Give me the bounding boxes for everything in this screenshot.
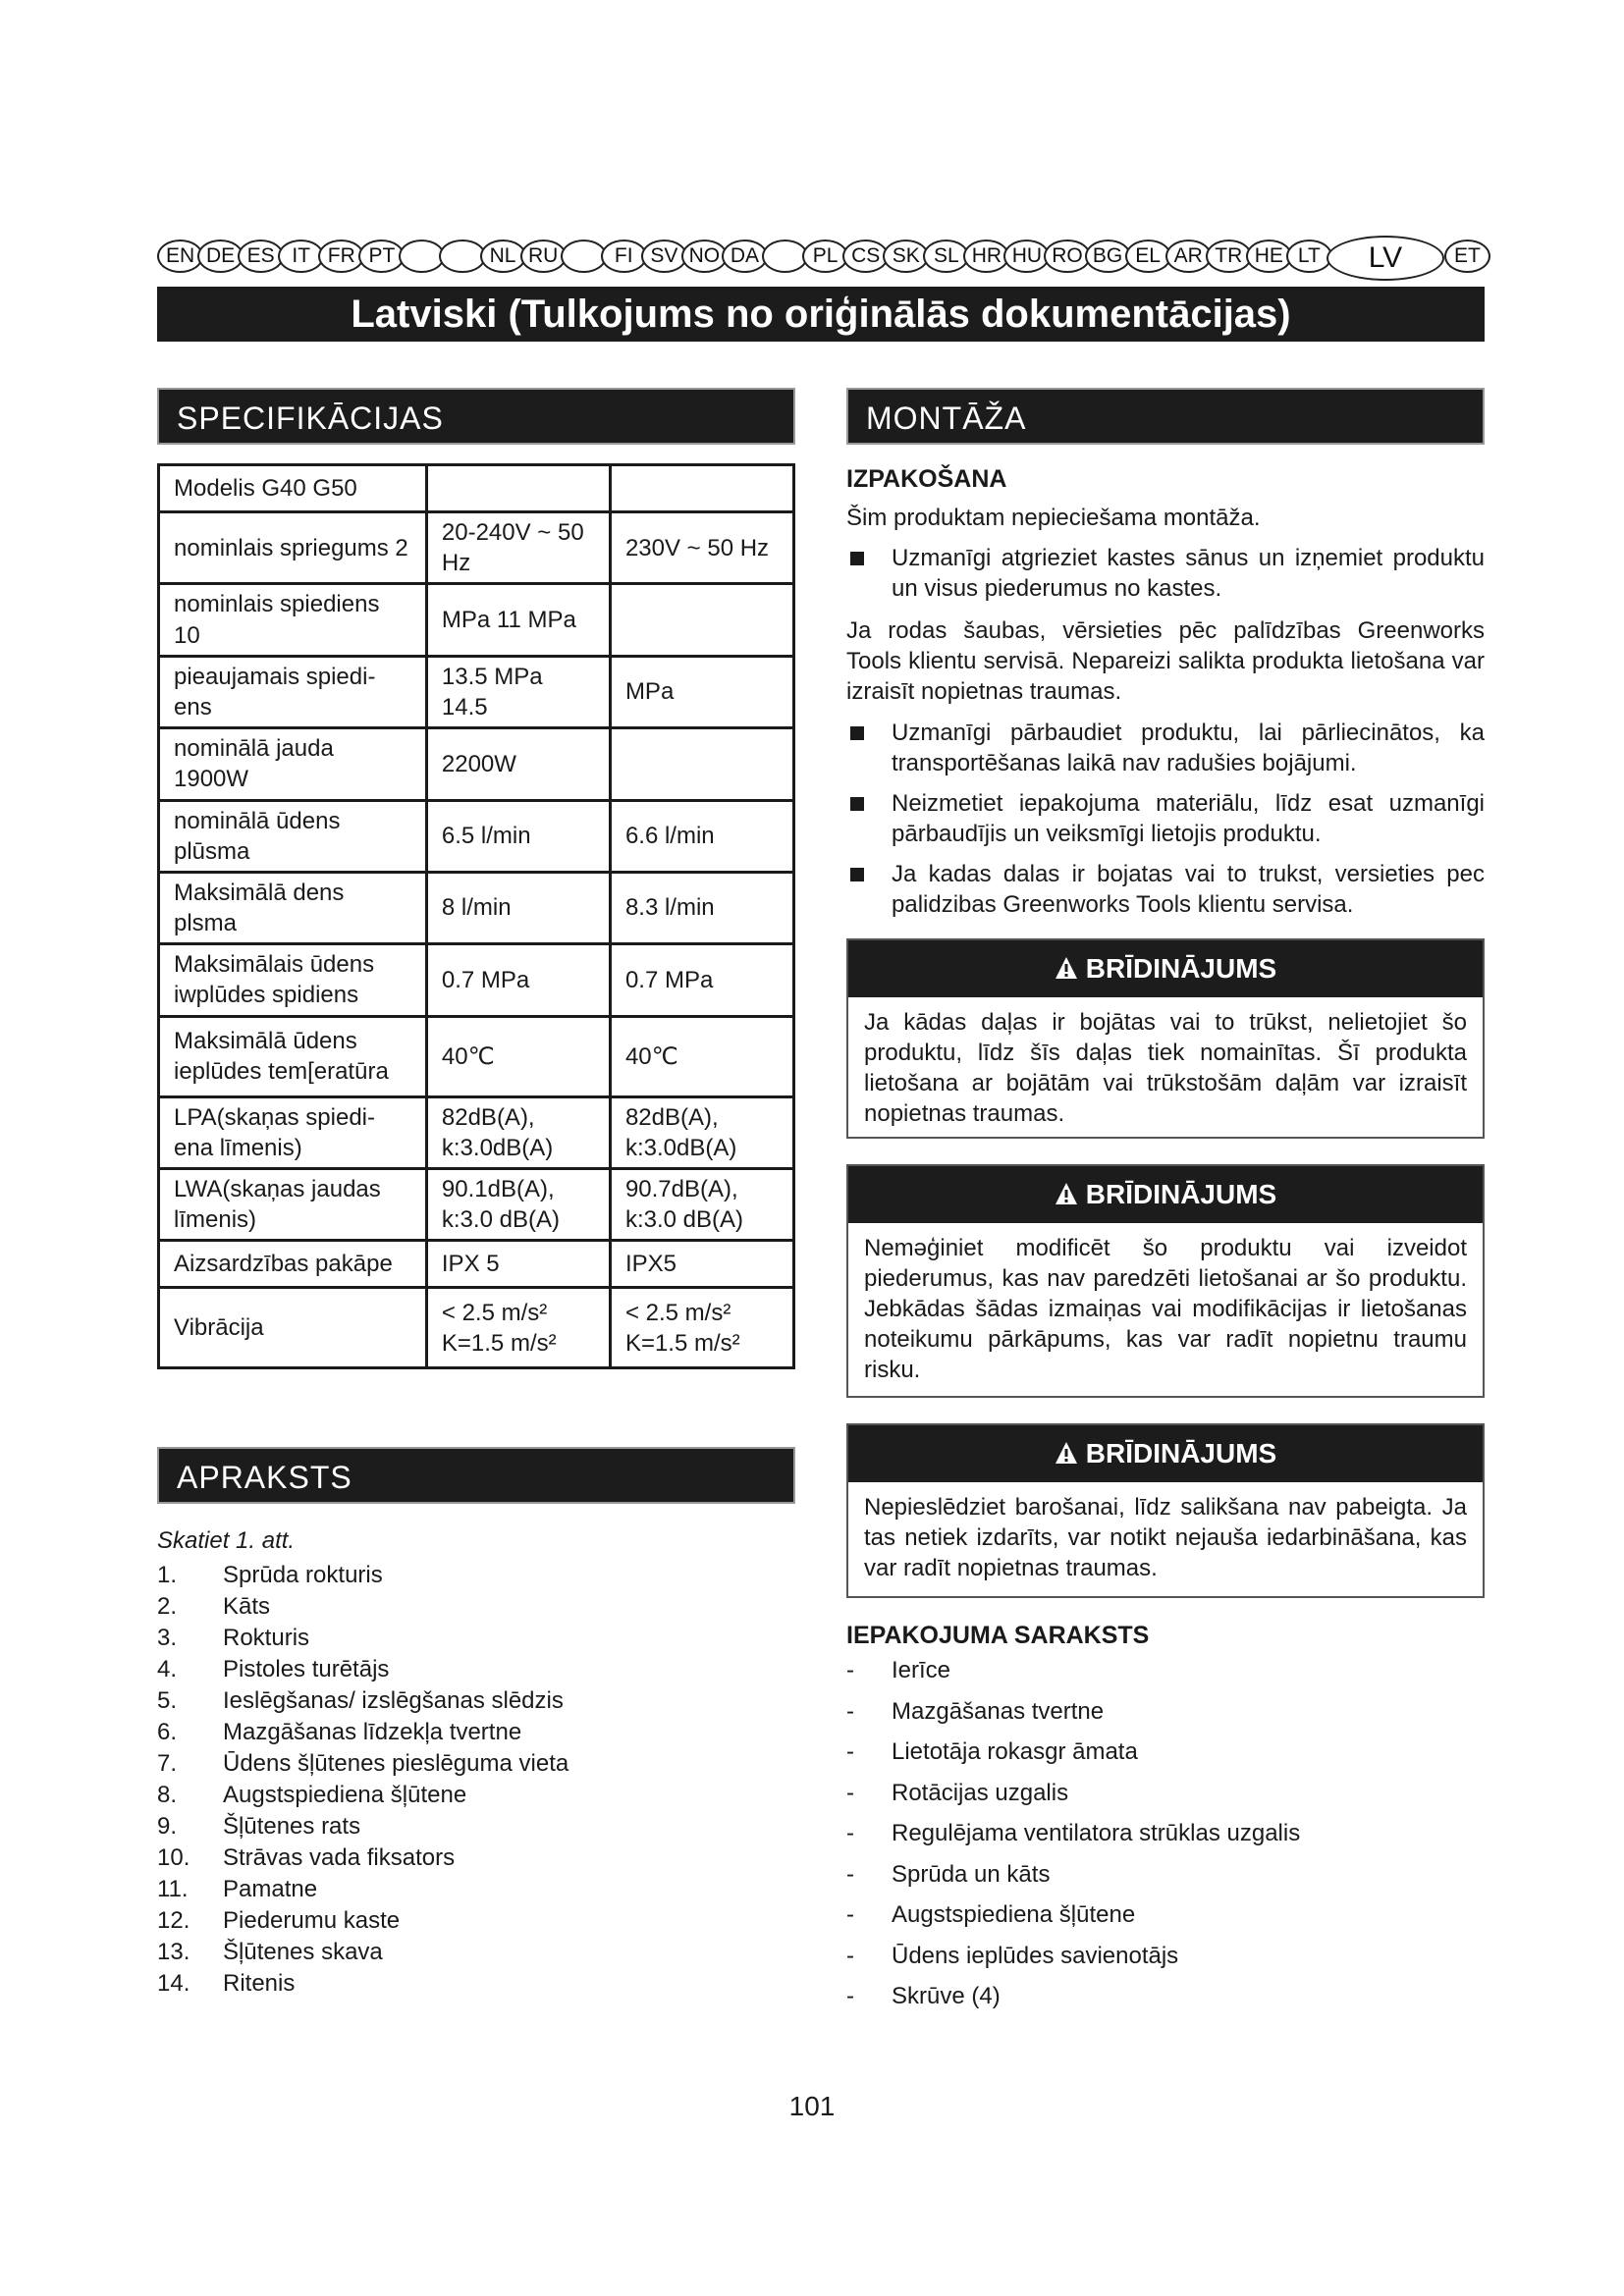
warning-triangle-icon: [1055, 956, 1078, 980]
spec-cell: Vibrācija: [159, 1288, 427, 1368]
language-tab-blank: [762, 240, 808, 273]
list-item-number: 6.: [157, 1719, 178, 1745]
bullet-square-icon: [850, 726, 864, 740]
list-item-number: 9.: [157, 1813, 178, 1840]
list-item-text: Pistoles turētājs: [223, 1656, 390, 1682]
spec-row: [159, 800, 794, 872]
list-item: [157, 1937, 795, 1968]
spec-cell: [610, 465, 793, 512]
packing-item: [846, 1820, 1485, 1861]
bullet-square-icon: [850, 797, 864, 811]
spec-cell: Maksimālā dens plsma: [159, 872, 427, 943]
spec-cell: Modelis G40 G50: [159, 465, 427, 512]
language-tab-tr: TR: [1206, 240, 1252, 273]
spec-cell: 40℃: [426, 1016, 610, 1096]
bullet-square-icon: [850, 552, 864, 565]
list-dash: -: [846, 1657, 854, 1683]
list-item-text: Ūdens šļūtenes pieslēguma vieta: [223, 1750, 569, 1777]
bullet-text: Uzmanīgi pārbaudiet produktu, lai pārliecinātos, ka transportēšanas laikā nav radušies bojājumi.: [892, 720, 1485, 776]
list-item-number: 8.: [157, 1782, 178, 1808]
language-tab-pt: PT: [358, 240, 405, 273]
missing-parts-bullet: [846, 859, 1485, 920]
list-item: [157, 1780, 795, 1811]
packing-item-text: Augstspiediena šļūtene: [892, 1901, 1136, 1928]
language-tab-el: EL: [1125, 240, 1171, 273]
spec-cell: nominlais spiediens 10: [159, 584, 427, 656]
packing-item: [846, 1901, 1485, 1943]
packing-item: [846, 1738, 1485, 1780]
packing-item-text: Regulējama ventilatora strūklas uzgalis: [892, 1820, 1301, 1846]
packing-item: [846, 1780, 1485, 1821]
list-item-text: Šļūtenes rats: [223, 1813, 361, 1840]
figure-reference: Skatiet 1. att.: [157, 1527, 296, 1554]
language-tab-bg: BG: [1085, 240, 1131, 273]
packaging-bullet: [846, 788, 1485, 849]
warning-header: [848, 1425, 1483, 1482]
spec-cell: 20-240V ~ 50 Hz: [426, 512, 610, 584]
list-item-number: 4.: [157, 1656, 178, 1682]
spec-cell: [610, 584, 793, 656]
language-tab-cs: CS: [842, 240, 889, 273]
list-item: [157, 1685, 795, 1717]
spec-cell: 82dB(A), k:3.0dB(A): [610, 1096, 793, 1168]
inspection-bullet: [846, 718, 1485, 778]
list-item-text: Mazgāšanas līdzekļa tvertne: [223, 1719, 522, 1745]
spec-cell: 0.7 MPa: [610, 944, 793, 1016]
language-tab-es: ES: [238, 240, 284, 273]
spec-cell: 6.6 l/min: [610, 800, 793, 872]
spec-cell: 13.5 MPa 14.5: [426, 656, 610, 727]
bullet-text: Ja kadas dalas ir bojatas vai to trukst, versieties pec palidzibas Greenworks Tools klientu servisa.: [892, 861, 1485, 918]
language-tab-blank: [561, 240, 607, 273]
spec-row: [159, 656, 794, 727]
list-item-number: 3.: [157, 1625, 178, 1651]
warning-title: BRĪDINĀJUMS: [1085, 1179, 1277, 1209]
warning-header: [848, 940, 1483, 997]
list-item-text: Šļūtenes skava: [223, 1939, 383, 1965]
packing-item: [846, 1861, 1485, 1902]
spec-cell: 90.1dB(A), k:3.0 dB(A): [426, 1169, 610, 1241]
spec-cell: 6.5 l/min: [426, 800, 610, 872]
packing-item-text: Rotācijas uzgalis: [892, 1779, 1069, 1806]
list-item: [157, 1591, 795, 1623]
spec-cell: 2200W: [426, 728, 610, 800]
warning-box: [846, 1423, 1485, 1598]
language-tab-blank: [399, 240, 445, 273]
spec-cell: 8 l/min: [426, 872, 610, 943]
list-item-text: Piederumu kaste: [223, 1907, 401, 1934]
list-item-text: Sprūda rokturis: [223, 1562, 383, 1588]
spec-cell: Aizsardzības pakāpe: [159, 1241, 427, 1288]
language-tab-ru: RU: [520, 240, 567, 273]
bullet-text: Uzmanīgi atgrieziet kastes sānus un izņemiet produktu un visus piederumus no kastes.: [892, 545, 1485, 602]
language-tab-lt: LT: [1286, 240, 1332, 273]
language-tab-da: DA: [722, 240, 768, 273]
spec-cell: [426, 465, 610, 512]
warning-header: [848, 1166, 1483, 1223]
assembly-intro: Šim produktam nepieciešama montāža.: [846, 505, 1261, 531]
language-tab-ar: AR: [1165, 240, 1212, 273]
spec-cell: [610, 728, 793, 800]
list-dash: -: [846, 1860, 854, 1888]
list-item: [157, 1811, 795, 1842]
language-tab-de: DE: [197, 240, 244, 273]
parts-list: [157, 1560, 795, 2000]
list-item-number: 11.: [157, 1876, 189, 1902]
list-item-number: 12.: [157, 1907, 190, 1934]
list-item: [157, 1842, 795, 1874]
spec-cell: nominālā ūdens plūsma: [159, 800, 427, 872]
spec-cell: Maksimālais ūdens iwplūdes spidiens: [159, 944, 427, 1016]
language-tab-hr: HR: [963, 240, 1009, 273]
language-tab-lv: LV: [1326, 236, 1444, 281]
warning-text: Nepieslēdziet barošanai, līdz salikšana nav pabeigta. Ja tas netiek izdarīts, var notikt nejauša iedarbināšana, kas var radīt nopietnas traumas.: [864, 1494, 1467, 1581]
unpacking-bullet: [846, 543, 1485, 604]
language-tab-it: IT: [278, 240, 324, 273]
spec-row: [159, 1016, 794, 1096]
spec-cell: 230V ~ 50 Hz: [610, 512, 793, 584]
spec-row: [159, 1241, 794, 1288]
spec-row: [159, 1288, 794, 1368]
packing-item-text: Mazgāšanas tvertne: [892, 1697, 1105, 1725]
bullet-text: Neizmetiet iepakojuma materiālu, līdz esat uzmanīgi pārbaudījis un veiksmīgi lietojis produktu.: [892, 790, 1485, 847]
list-item-text: Kāts: [223, 1593, 271, 1620]
list-item-number: 2.: [157, 1593, 178, 1620]
list-item-text: Strāvas vada fiksators: [223, 1844, 456, 1871]
list-dash: -: [846, 1901, 854, 1928]
spec-cell: 40℃: [610, 1016, 793, 1096]
language-tab-no: NO: [681, 240, 728, 273]
list-dash: -: [846, 1820, 854, 1846]
warning-box: [846, 938, 1485, 1139]
language-tab-nl: NL: [480, 240, 526, 273]
packing-item: [846, 1657, 1485, 1698]
list-item-number: 1.: [157, 1562, 178, 1588]
list-item-text: Rokturis: [223, 1625, 310, 1651]
spec-row: [159, 944, 794, 1016]
spec-row: [159, 728, 794, 800]
spec-cell: 0.7 MPa: [426, 944, 610, 1016]
bullet-square-icon: [850, 868, 864, 881]
list-item: [157, 1905, 795, 1937]
packing-item: [846, 1983, 1485, 2024]
list-item-text: Ieslēgšanas/ izslēgšanas slēdzis: [223, 1687, 564, 1714]
language-tab-et: ET: [1444, 240, 1490, 273]
list-item: [157, 1560, 795, 1591]
doubt-paragraph: Ja rodas šaubas, vērsieties pēc palīdzības Greenworks Tools klientu servisā. Nepareizi salikta produkta lietošana var izraisīt nopietnas traumas.: [846, 617, 1485, 705]
packing-item: [846, 1943, 1485, 1984]
warning-title: BRĪDINĀJUMS: [1085, 953, 1277, 984]
spec-cell: 90.7dB(A), k:3.0 dB(A): [610, 1169, 793, 1241]
language-tab-hu: HU: [1003, 240, 1050, 273]
list-item-text: Ritenis: [223, 1970, 296, 1997]
list-item-number: 13.: [157, 1939, 190, 1965]
warning-triangle-icon: [1055, 1441, 1078, 1465]
assembly-heading: MONTĀŽA: [846, 388, 1485, 445]
spec-row: [159, 1169, 794, 1241]
list-dash: -: [846, 1779, 854, 1806]
warning-text: Ja kādas daļas ir bojātas vai to trūkst, nelietojiet šo produktu, līdz šīs daļas tiek nomainītas. Šī produkta lietošana ar bojātām vai trūkstošām daļām var izraisīt nopietnas traumas.: [864, 1009, 1467, 1127]
spec-cell: 8.3 l/min: [610, 872, 793, 943]
spec-cell: MPa: [610, 656, 793, 727]
spec-cell: Maksimālā ūdens ieplūdes tem[eratūra: [159, 1016, 427, 1096]
unpacking-heading: IZPAKOŠANA: [846, 465, 1007, 493]
list-item-text: Augstspiediena šļūtene: [223, 1782, 467, 1808]
packing-item-text: Lietotāja rokasgr āmata: [892, 1738, 1138, 1765]
spec-cell: nominālā jauda 1900W: [159, 728, 427, 800]
language-tab-sk: SK: [883, 240, 929, 273]
packing-item-text: Ūdens ieplūdes savienotājs: [892, 1942, 1179, 1969]
language-tab-sl: SL: [923, 240, 969, 273]
spec-row: [159, 465, 794, 512]
list-item-number: 7.: [157, 1750, 178, 1777]
list-dash: -: [846, 1942, 854, 1969]
language-tab-strip: [157, 236, 1485, 283]
list-item: [157, 1968, 795, 2000]
list-item: [157, 1748, 795, 1780]
language-tab-he: HE: [1246, 240, 1292, 273]
spec-cell: nominlais spriegums 2: [159, 512, 427, 584]
list-item: [157, 1623, 795, 1654]
list-dash: -: [846, 1738, 854, 1765]
spec-cell: MPa 11 MPa: [426, 584, 610, 656]
language-tab-blank: [439, 240, 485, 273]
description-heading: APRAKSTS: [157, 1447, 795, 1504]
warning-triangle-icon: [1055, 1182, 1078, 1205]
list-item-text: Pamatne: [223, 1876, 318, 1902]
page-number: 101: [788, 2091, 836, 2121]
list-dash: -: [846, 1983, 854, 2009]
list-item-number: 14.: [157, 1970, 190, 1997]
language-tab-fi: FI: [601, 240, 647, 273]
list-dash: -: [846, 1697, 854, 1725]
spec-cell: 82dB(A), k:3.0dB(A): [426, 1096, 610, 1168]
page-title: Latviski (Tulkojums no oriģinālās dokumentācijas): [157, 287, 1485, 342]
packing-item: [846, 1698, 1485, 1739]
list-item-number: 5.: [157, 1687, 178, 1714]
specifications-heading: SPECIFIKĀCIJAS: [157, 388, 795, 445]
packing-item-text: Skrūve (4): [892, 1983, 1001, 2009]
warning-box: [846, 1164, 1485, 1398]
language-tab-pl: PL: [802, 240, 848, 273]
spec-row: [159, 1096, 794, 1168]
packing-list: [846, 1657, 1485, 2024]
spec-row: [159, 512, 794, 584]
warning-text: Neməģiniet modificēt šo produktu vai izveidot piederumus, kas nav paredzēti lietošanai ar šo produktu. Jebkādas šādas izmaiņas vai modifikācijas ir lietošanas noteikumu pārkāpums, kas var radīt nopietnu traumu risku.: [864, 1235, 1467, 1383]
spec-cell: < 2.5 m/s² K=1.5 m/s²: [610, 1288, 793, 1368]
spec-cell: LPA(skaņas spiedi-ena līmenis): [159, 1096, 427, 1168]
packing-item-text: Ierīce: [892, 1657, 951, 1683]
language-tab-sv: SV: [641, 240, 687, 273]
spec-cell: pieaujamais spiedi-ens: [159, 656, 427, 727]
spec-row: [159, 584, 794, 656]
list-item-number: 10.: [157, 1844, 190, 1871]
list-item: [157, 1717, 795, 1748]
spec-cell: LWA(skaņas jaudas līmenis): [159, 1169, 427, 1241]
specifications-table: [157, 463, 795, 1369]
list-item: [157, 1874, 795, 1905]
packing-item-text: Sprūda un kāts: [892, 1860, 1051, 1888]
packing-list-heading: IEPAKOJUMA SARAKSTS: [846, 1622, 1150, 1649]
spec-row: [159, 872, 794, 943]
spec-cell: < 2.5 m/s² K=1.5 m/s²: [426, 1288, 610, 1368]
language-tab-fr: FR: [318, 240, 364, 273]
warning-title: BRĪDINĀJUMS: [1085, 1438, 1277, 1468]
language-tab-en: EN: [157, 240, 203, 273]
spec-cell: IPX5: [610, 1241, 793, 1288]
spec-cell: IPX 5: [426, 1241, 610, 1288]
language-tab-ro: RO: [1044, 240, 1090, 273]
list-item: [157, 1654, 795, 1685]
